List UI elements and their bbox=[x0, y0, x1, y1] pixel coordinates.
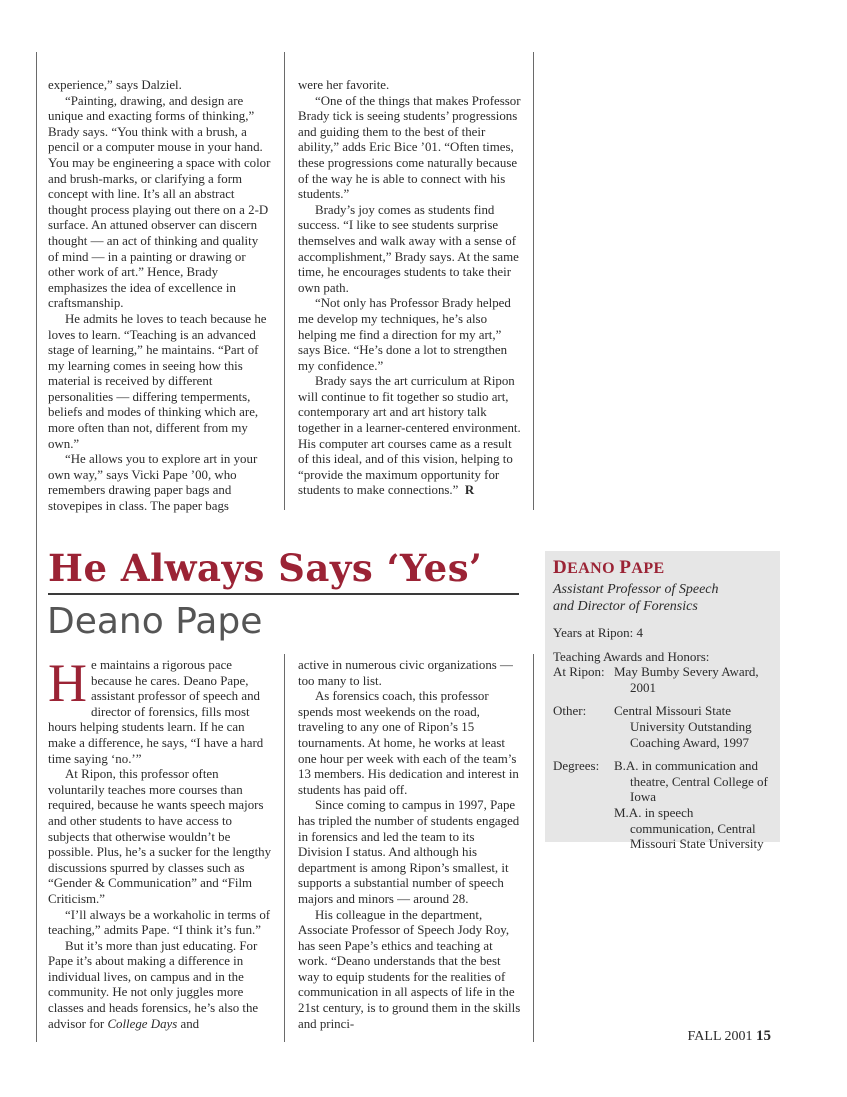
feature-subject-name: Deano Pape bbox=[47, 601, 263, 642]
publication-title: College Days bbox=[107, 1016, 178, 1031]
paragraph-text: and bbox=[177, 1016, 200, 1031]
page-footer bbox=[688, 1028, 771, 1045]
award-row-ripon bbox=[553, 664, 772, 695]
column-rule-right-bottom bbox=[533, 654, 534, 1042]
award-label: Other: bbox=[553, 703, 587, 719]
paragraph: active in numerous civic organizations — too many to list. bbox=[298, 658, 513, 688]
award-value: Central Missouri State University Outstanding Coaching Award, 1997 bbox=[614, 703, 752, 750]
award-label: At Ripon: bbox=[553, 664, 605, 680]
feature-column-2 bbox=[298, 658, 522, 1032]
paragraph-text: Brady says the art curriculum at Ripon will continue to fit together so studio art, contemporary art and art history talk together in a learner-centered environment. His computer art courses came as a result of this ideal, and of this vision, helping to “provide the maximum opportunity for students to make connections.” bbox=[298, 374, 521, 498]
paragraph: His colleague in the department, Associate Professor of Speech Jody Roy, has seen Pape’s ethics and teaching at work. “Deano understands that the best way to equip students for the realities of communication in all aspects of life in the 21st century, is to ground them in the skills and princi- bbox=[298, 907, 521, 1031]
sidebar-job-title bbox=[553, 582, 772, 615]
sidebar-name bbox=[553, 559, 772, 578]
column-rule-left bbox=[36, 52, 37, 1042]
degrees-row bbox=[553, 758, 772, 852]
paragraph bbox=[298, 374, 522, 499]
drop-cap: H bbox=[48, 653, 87, 713]
name-initial: P bbox=[619, 557, 632, 578]
degrees-label: Degrees: bbox=[553, 758, 600, 774]
paragraph: Since coming to campus in 1997, Pape has tripled the number of students engaged in forensics and led the team to its Division I status. And although his department is among Ripon’s smallest, it supports a substantial number of speech majors and minors — around 28. bbox=[298, 798, 520, 906]
paragraph: “One of the things that makes Professor Brady tick is seeing students’ progressions and guiding them to the best of their ability,” adds Eric Bice ’01. “Often times, these progressions come naturally because of the way he is able to connect with his students.” bbox=[298, 93, 521, 202]
lead-paragraph bbox=[48, 653, 272, 767]
headline-rule bbox=[48, 593, 519, 595]
paragraph: He admits he loves to teach because he loves to learn. “Teaching is an advanced stage of learning,” he maintains. “Part of my learning comes in seeing how this material is received by different personalities — differing temperments, beliefs and modes of thinking which are, more often than not, different from my own.” bbox=[48, 311, 267, 451]
end-mark: R bbox=[464, 483, 475, 498]
degree-item: M.A. in speech communication, Central Missouri State University bbox=[614, 804, 764, 852]
name-initial: D bbox=[553, 557, 568, 578]
continued-article-column-2 bbox=[298, 78, 522, 499]
page-number: 15 bbox=[756, 1028, 771, 1044]
paragraph-text: But it’s more than just educating. For Pape it’s about making a difference in individual lives, on campus and in the community. He not only juggles more classes and heads forensics, he’s also the advisor for bbox=[48, 938, 259, 1031]
continued-article-column-1 bbox=[48, 78, 272, 515]
issue-label: FALL 2001 bbox=[687, 1029, 753, 1044]
degrees-list bbox=[614, 758, 772, 852]
award-value: May Bumby Severy Award, 2001 bbox=[614, 664, 759, 695]
paragraph: “He allows you to explore art in your own way,” says Vicki Pape ’00, who remembers drawing paper bags and stovepipes in class. The paper bags bbox=[48, 452, 258, 514]
profile-sidebar bbox=[545, 551, 780, 852]
paragraph: “Painting, drawing, and design are unique and exacting forms of thinking,” Brady says. “You think with a brush, a pencil or a computer mouse in your hand. You may be engineering a space with color and brush-marks, or clarifying a form concept with line. It’s all an abstract thought process playing out there on a 2-D surface. An attuned observer can discern thought — an act of thinking and quality of mind — in a painting or drawing or other work of art.” Hence, Brady emphasizes the idea of excellence in craftsmanship. bbox=[48, 93, 271, 311]
feature-column-1 bbox=[48, 653, 272, 1032]
name-rest: APE bbox=[631, 560, 665, 577]
name-rest: EANO bbox=[567, 560, 620, 577]
degree-item: B.A. in communication and theatre, Central College of Iowa bbox=[614, 758, 768, 805]
awards-heading: Teaching Awards and Honors: bbox=[553, 648, 710, 664]
column-rule-middle-bottom bbox=[284, 654, 285, 1042]
job-title-line: Assistant Professor of Speech bbox=[553, 582, 719, 597]
paragraph bbox=[48, 939, 272, 1033]
job-title-line: and Director of Forensics bbox=[553, 598, 698, 614]
paragraph: As forensics coach, this professor spends most weekends on the road, traveling to any one of Ripon’s 15 tournaments. At home, he works at least one hour per week with each of the team’s 13 members. His dedication and interest in students has paid off. bbox=[298, 689, 519, 797]
paragraph: Brady’s joy comes as students find success. “I like to see students surprise themselves and walk away with a sense of accomplishment,” Brady says. At the same time, he encourages students to take their own path. bbox=[298, 202, 519, 295]
years-at-ripon: Years at Ripon: 4 bbox=[553, 625, 644, 640]
lead-paragraph-text: e maintains a rigorous pace because he cares. Deano Pape, assistant professor of speech and director of forensics, fills most hours helping students learn. If he can make a difference, he says, “I have a hard time saying ‘no.’” bbox=[48, 658, 264, 766]
paragraph: were her favorite. bbox=[298, 78, 390, 92]
paragraph: At Ripon, this professor often voluntarily teaches more courses than required, because he wants speech majors and other students to have access to subjects that otherwise wouldn’t be possible. Plus, he’s a sucker for the lengthy discussions spurred by classes such as “Gender & Communication” and “Film Criticism.” bbox=[48, 767, 272, 906]
feature-headline: He Always Says ‘Yes’ bbox=[48, 546, 483, 590]
paragraph: “I’ll always be a workaholic in terms of teaching,” admits Pape. “I think it’s fun.” bbox=[48, 907, 271, 938]
column-rule-right-top bbox=[533, 52, 534, 510]
paragraph: experience,” says Dalziel. bbox=[48, 78, 182, 92]
award-row-other bbox=[553, 703, 772, 750]
paragraph: “Not only has Professor Brady helped me develop my techniques, he’s also helping me find a direction for my art,” says Bice. “He’s done a lot to strengthen my confidence.” bbox=[298, 296, 511, 373]
column-rule-middle-top bbox=[284, 52, 285, 510]
